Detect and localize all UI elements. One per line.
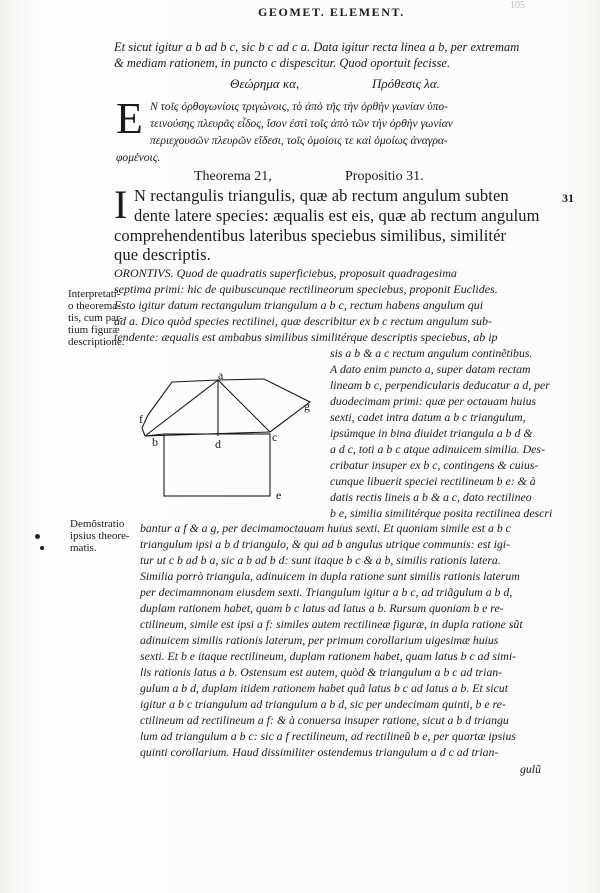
proposition-line-3: comprehendentibus lateribus speciebus similibus, similitér [114,226,507,245]
margin-note-1-c: tis, cum par- [68,312,124,324]
body-line-12: igitur a b c triangulum ad triangulum a b d, sic per undecimam quinti, b e re- [140,697,506,711]
label-f: f [139,412,143,426]
right-col-1: sis a b & a c rectum angulum continẽtibus. [330,346,533,360]
right-col-7: a d c, toti a b c atque adinuicem similia. Des- [330,442,545,456]
side-number: 31 [562,191,574,205]
body-line-1: bantur a f & a g, per decimamoctauam huius sexti. Et quoniam simile est a b c [140,521,511,535]
margin-note-1-e: descriptione. [68,336,125,348]
greek-line-3: περιεχουσῶν πλευρῶν εἴδεσι, τοῖς ὁμοίοις τε καὶ ὁμοίως ἀναγρα- [150,134,448,147]
orontius-line-5: tendente: æqualis est ambabus similibus similitérque descriptis speciebus, ab ip [114,330,498,344]
label-c: c [272,430,278,444]
margin-note-1-a: Interpretati- [68,288,121,300]
margin-note-1-d: tium figuræ [68,324,120,336]
running-head: GEOMET. ELEMENT. [258,5,405,19]
top-line-2: & mediam rationem, in puncto c dispescitur. Quod oportuit fecisse. [114,56,451,70]
right-col-11: b e, similia similitérque posita rectilinea descri [330,506,553,520]
right-col-9: cunque libuerit speciei rectilineum b e: & à [330,474,536,488]
right-col-3: lineam b c, perpendicularis deducatur a d, per [330,378,550,392]
right-col-10: datis rectis lineis a b & a c, dato rectilineo [330,490,532,504]
margin-note-2-c: matis. [70,542,97,554]
body-line-7: ctilineum, simile est ipsi a f: similes autem rectilineæ figuræ, in dupla ratione sũt [140,617,523,631]
right-col-4: duodecimam primi: quæ per octauam huius [330,394,537,408]
latin-heading-right: Propositio 31. [345,169,424,184]
margin-note-2-a: Demõstratio [70,518,125,530]
orontius-line-4: ad a. Dico quòd species rectilinei, quæ describitur ex b c rectum angulum sub- [114,314,493,328]
margin-note-2-b: ipsius theore- [70,530,130,542]
label-b: b [152,435,158,449]
folio-number: 105 [510,0,525,11]
proposition-line-4: que descriptis. [114,245,211,264]
body-line-15: quinti corollarium. Haud dissimiliter ostendemus triangulum a d c ad trian- [140,745,499,759]
body-line-8: adinuicem similis rationis laterum, per primum corollarium uigesimæ huius [140,633,499,647]
orontius-line-3: Esto igitur datum rectangulum triangulum a b c, rectum habens angulum qui [114,298,484,312]
figure-line-ab [145,380,218,436]
margin-note-1-b: o theorema- [68,300,121,312]
right-col-5: sexti, cadet intra datum a b c triangulum, [330,410,526,424]
greek-line-4: φομένοις. [116,151,161,164]
body-line-4: Similia porrò triangula, adinuicem in dupla ratione sunt similis rationis laterum [140,569,520,583]
proposition-dropcap: I [114,182,128,227]
ink-smudge [40,546,44,550]
orontius-line-1: ORONTIVS. Quod de quadratis superficiebus, proposuit quadragesima [114,266,457,280]
body-line-5: per decimamnonam eiusdem sexti. Triangulum igitur a b c, ad triãgulum a b d, [140,585,513,599]
label-e: e [276,488,282,502]
figure-shape-ag [218,379,310,432]
right-col-8: cribatur insuper ex b c, contingens & cuius- [330,458,539,472]
greek-heading-right: Πρόθεσις λα. [372,76,440,91]
greek-line-1: Ν τοῖς ὀρθογωνίοις τριγώνοις, τὸ ἀπὸ τῆς τὴν ὀρθὴν γωνίαν ὑπο- [150,100,449,113]
label-d: d [215,437,221,451]
body-line-11: gulum a b d, duplam itidem rationem habet quã latus b c ad latus a b. Et sicut [140,681,508,695]
body-line-2: triangulum ipsi a b d triangulo, & qui ad b angulus utrique communis: est igi- [140,537,510,551]
right-col-6: ipsúmque in bina diuidet triangula a b d & [330,426,533,440]
body-line-10: lis rationis latus a b. Ostensum est autem, quòd & triangulum a b c ad trian- [140,665,503,679]
body-line-3: tur ut c b ad b a, sic a b ad b d: sunt itaque b c & a b, similis rationis latera. [140,553,501,567]
body-line-6: duplam rationem habet, quam b c latus ad latus a b. Rursum quoniam b e re- [140,601,504,615]
latin-heading-left: Theorema 21, [194,169,272,184]
greek-heading-left: Θεώρημα κα, [230,76,300,91]
greek-line-2: τεινούσης πλευρᾶς εἶδος, ἴσον ἐστὶ τοῖς ἀπὸ τῶν τὴν ὀρθὴν γωνίαν [150,117,453,130]
top-line-1: Et sicut igitur a b ad b c, sic b c ad c a. Data igitur recta linea a b, per extremam [114,40,520,54]
ink-smudge [35,534,40,539]
proposition-line-2: dente latere species: æqualis est eis, quæ ab rectum angulum [134,206,540,225]
figure-shape-af [148,380,218,415]
figure-line-ac [218,380,270,432]
proposition-line-1: N rectangulis triangulis, quæ ab rectum angulum subten [134,186,509,205]
label-a: a [218,368,224,382]
body-line-14: lum ad triangulum a b c: sic a f rectilineum, ad rectilineũ b e, per quartæ ipsius [140,729,516,743]
body-line-9: sexti. Et b e itaque rectilineum, duplam rationem habet, quam latus b c ad simi- [140,649,517,663]
geometry-figure [138,368,320,502]
label-g: g [304,399,310,413]
orontius-line-2: septima primi: hic de quibuscunque rectilineorum speciebus, proponit Euclides. [114,282,498,296]
greek-dropcap: E [116,94,143,143]
right-col-2: A dato enim puncto a, super datam rectam [330,362,531,376]
body-line-13: ctilineum ad rectilineum a f: & à conuersa insuper ratione, sicut a b d triangu [140,713,509,727]
body-line-16: gulũ [520,762,541,776]
